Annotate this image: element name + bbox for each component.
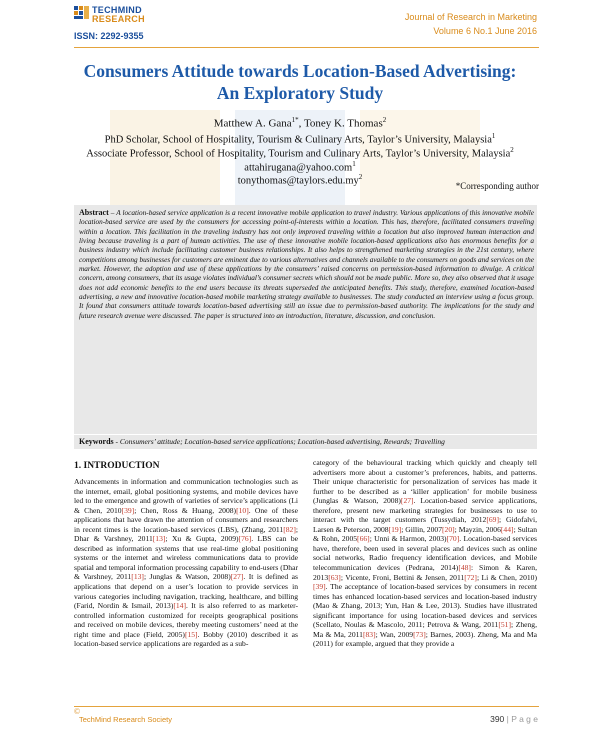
- title-line-2: An Exploratory Study: [216, 83, 384, 103]
- abstract-text: [79, 208, 534, 321]
- author-email-2[interactable]: $tonythomas@taylors.edu.my^2$: [237, 173, 363, 187]
- right-column-text: category of the behavioural tracking which quickly and cheaply tell advertisers more about a customer’s preferences, habits, and patterns. Their unique characteristic for personalization of services has made it further to be described as a ‘killer application’ for mobile business (Junglas & Watson, 2008)[27]. Location-based service applications, therefore, present new marketing strategies for businesses to use to interact with the target customers (Tussydiah, 2012[69]; Gidofalvi, Larsen & Peterson, 2008[19]; Gillin, 2007[20]; Mayzin, 2006[44]; Sultan & Rohn, 2005[66]; Unni & Harmon, 2003)[70]. Location-based services have, therefore, been used in several places and devices such as online social networks, Radio frequency identification devices, and Mobile telecommunication devices (Pedrana, 2014)[48]: Simon & Karen, 2013[63]; Vicente, Froni, Bettini & Jensen, 2011[72]; Li & Chen, 2010)[39]. The acceptance of location-based services by consumers in recent times has enhanced location-based services and location-based industry (Mao & Zhang, 2013; Yun, Han & Lee, 2013). Studies have illustrated significant importance for using location-based devices and services (Scellato, Noulas & Mascolo, 2011; Petrova & Wang, 2011[51]; Zheng, Ma & Ma, 2011[83]; Wan, 2009[73]; Barnes, 2003). Zheng, Ma and Ma (2011) for example, argued that they provide a: [313, 458, 538, 649]
- citation-link[interactable]: [72]: [464, 572, 477, 582]
- keywords-label: Keywords: [79, 437, 114, 446]
- citation-link[interactable]: [14]: [173, 601, 186, 611]
- logo-text-techmind: TECHMIND: [92, 5, 142, 15]
- footer-rule: [74, 706, 539, 707]
- citation-link[interactable]: [51]: [498, 620, 511, 630]
- techmind-logo-icon: [74, 6, 90, 26]
- citation-link[interactable]: [76]: [238, 534, 252, 544]
- citation-link[interactable]: [70]: [446, 534, 460, 544]
- citation-link[interactable]: [73]: [413, 629, 426, 639]
- citation-link[interactable]: [15]: [184, 629, 198, 639]
- abstract-body: – A location-based service application is a recent innovative mobile application to travel industry. Various applications of this innovative mobile location-based service are used by the consumers for accessing point-of-interests within a location. This has, therefore, facilitated consumers traveling within a location. This facilitation in the traveling industry has not only improved traveling within a location but also improved human interaction and living because traveling is a part of human activities. The use of these innovative mobile location-based applications also has enormous benefits for a business industry which include facilitating customer business relationships. It also helps to strengthened marketing strategies in the 21st century, where competitions among businesses for customers are eminent due to various alternatives and channels available to the consumers on goods and services on the market. However, the adoption and use of these applications by the consumers’ raised concerns on permission-based information to divulge. A critical concern, among consumers, that its usage violates individual’s consumer secrets which should not be made public. More so, they also observed that it usage does not add economic benefits to the end users because its threats superseded the anticipated benefits. This study, therefore, examined location-based advertising, a new and innovative location-based mobile marketing strategy available to businesses. The study conducted an interview using a focus group. It found that consumers attitude towards location-based advertising still an issue due to permission-based authority. The implications for the study and future research avenue were discussed. The paper is structured into an introduction, literature, discussion, and conclusion.: [79, 209, 534, 320]
- citation-link[interactable]: [19]: [388, 524, 402, 534]
- header-rule: [74, 47, 539, 48]
- citation-link[interactable]: [39]: [121, 505, 135, 515]
- footer-brand: TechMind Research Society: [79, 715, 172, 724]
- author-names: Matthew A. Gana$^{1*}$, Toney K. Thomas$^2$: [213, 116, 387, 130]
- citation-link[interactable]: [82]: [283, 524, 296, 534]
- issn-number: ISSN: 2292-9355: [74, 31, 144, 41]
- citation-link[interactable]: [44]: [500, 524, 514, 534]
- journal-info: [405, 10, 537, 38]
- affiliation-2: Associate Professor, School of Hospitality, Tourism and Culinary Arts, Taylor’s University, Malaysia$^2$: [86, 146, 514, 160]
- logo-text-research: RESEARCH: [92, 14, 145, 24]
- citation-link[interactable]: [48]: [458, 563, 471, 573]
- abstract-label: Abstract: [79, 208, 109, 217]
- citation-link[interactable]: [66]: [357, 534, 370, 544]
- journal-volume: Volume 6 No.1 June 2016: [433, 26, 537, 36]
- citation-link[interactable]: [27]: [230, 572, 244, 582]
- section-heading-introduction: 1. INTRODUCTION: [74, 461, 160, 471]
- citation-link[interactable]: [20]: [442, 524, 455, 534]
- citation-link[interactable]: [27]: [400, 496, 414, 506]
- corresponding-author-note: *Corresponding author: [455, 181, 539, 191]
- citation-link[interactable]: [63]: [328, 572, 341, 582]
- citation-link[interactable]: [13]: [131, 572, 144, 582]
- journal-logo: [74, 6, 194, 46]
- left-column-text: Advancements in information and communication technologies such as the internet, email, global positioning systems, and mobile devices have led to the emergence and growth of varieties of service’s applications (Li & Chen, 2010[39]; Chen, Ross & Huang, 2008)[10]. One of these applications that have drawn the attention of consumers and researchers in recent times is the location-based services (LBS), (Zhang, 2011[82]; Dhar & Varshney, 2011[13]; Xu & Gupta, 2009)[76]. LBS can be described as information systems that use real-time global positioning systems or the internet and wireless communications data to provide spatial and temporal information processing capability to end-users (Dhar & Varshney, 2011[13]; Junglas & Watson, 2008)[27]. It is defined as applications that depend on a user’s location to provide services in various categories including navigation, tracking, healthcare, and billing (Farid, Nordin & Ismail, 2013)[14]. It is also referred to as marketer-controlled information customized for receipts geographical positions and received on mobile devices, thereby meeting customers’ need at the right time and place (Field, 2005)[15]. Bobby (2010) described it as location-based service applications are regarded as a sub-: [74, 477, 298, 649]
- citation-link[interactable]: [39]: [313, 582, 326, 592]
- keywords-list: - Consumers’ attitude; Location-based service applications; Location-based advertising, Rewards; Travelling: [113, 437, 445, 446]
- title-line-1: Consumers Attitude towards Location-Based Advertising:: [83, 61, 517, 81]
- citation-link[interactable]: [83]: [362, 629, 376, 639]
- copyright-symbol: ©: [74, 707, 81, 716]
- page-number: 390 | P a g e: [490, 714, 538, 724]
- author-email-1[interactable]: attahirugana@yahoo.com$^1$: [244, 160, 356, 174]
- journal-name: Journal of Research in Marketing: [404, 12, 537, 22]
- citation-link[interactable]: [69]: [486, 515, 499, 525]
- citation-link[interactable]: [10]: [236, 505, 249, 515]
- citation-link[interactable]: [13]: [152, 534, 166, 544]
- affiliation-1: PhD Scholar, School of Hospitality, Tourism & Culinary Arts, Taylor’s University, Malaysia$^1$: [104, 132, 496, 146]
- keywords-text: [79, 437, 534, 446]
- paper-title: [60, 60, 540, 104]
